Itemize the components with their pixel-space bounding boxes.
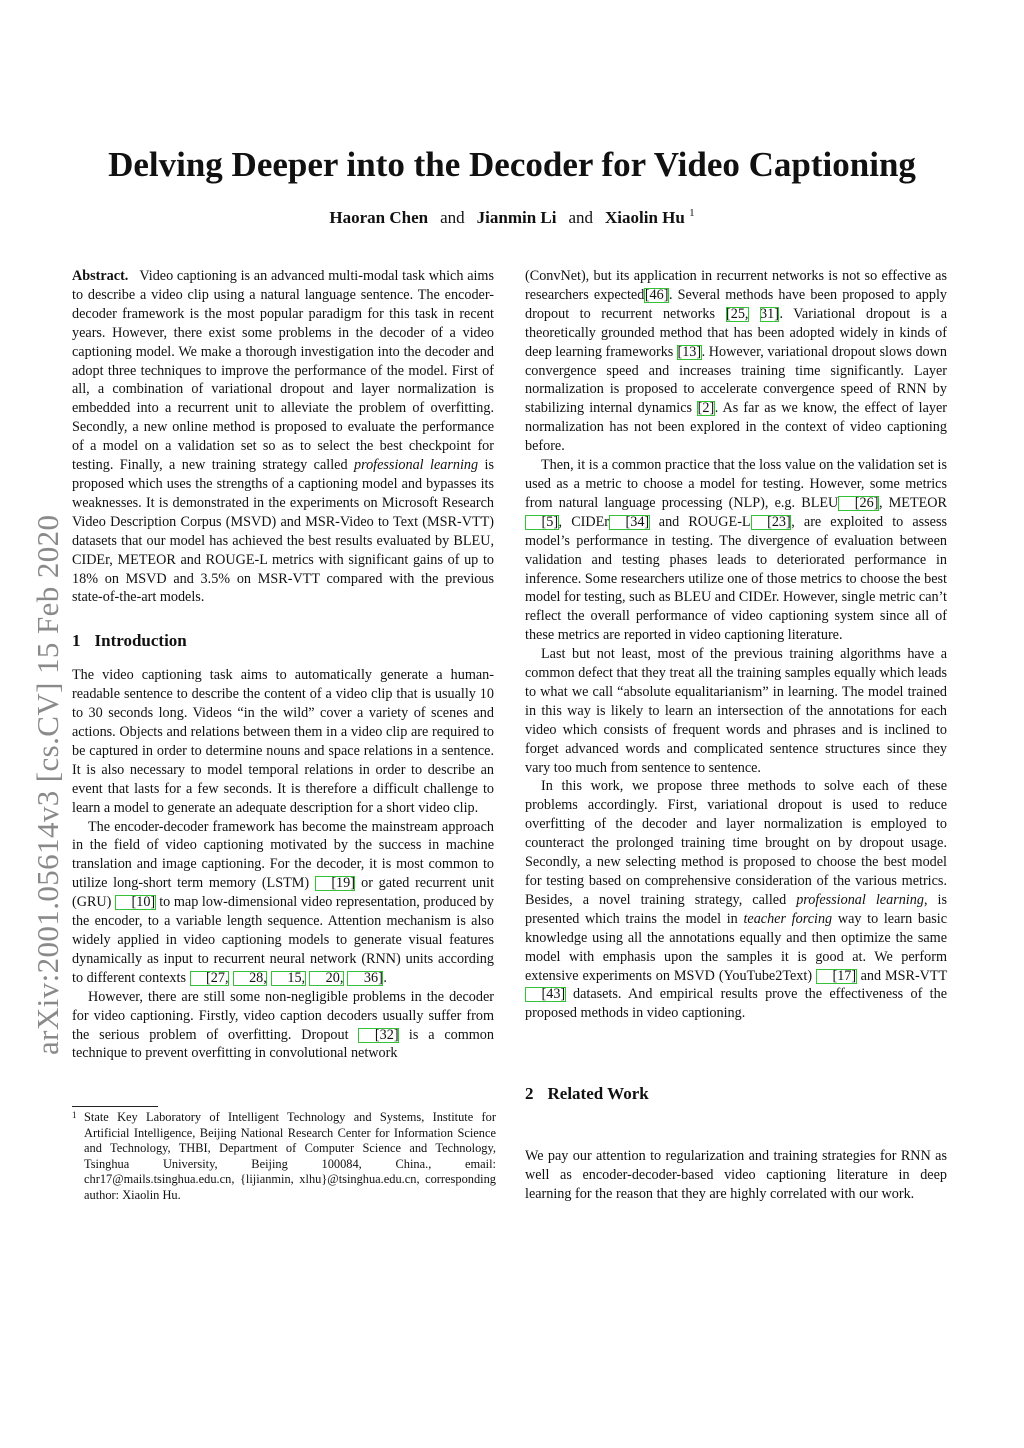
section-heading-introduction: [72, 630, 494, 652]
paragraph-text: In this work, we propose three methods to solve each of these problems accordingly. First, variational dropout is used to reduce overfitting of the decoder and layer normalization is employed to counteract the prolonged training time brought on by dropout usage. Secondly, a new selecting method is proposed to choose the best model for testing based on comprehensive consideration of the various metrics. Besides, a novel training strategy, called: [525, 778, 947, 908]
section-title: Related Work: [547, 1084, 649, 1104]
citation-link[interactable]: [17]: [816, 969, 857, 984]
section-number: 2: [525, 1084, 534, 1104]
citation-link[interactable]: [23]: [751, 515, 792, 530]
paragraph-text: is a common technique to prevent overfitting in convolutional network: [72, 1026, 494, 1062]
paragraph-text: (ConvNet), but its application in recurrent networks is not so effective as researchers expected: [525, 268, 947, 303]
paragraph-text: .: [383, 969, 387, 986]
right-paragraph-3: Last but not least, most of the previous training algorithms have a common defect that they treat all the training samples equally which leads to what we call “absolute equalitarianism” in learning. The model trained in this way is likely to learn an intersection of the annotations for each video which consists of frequent words and phrases and is inclined to forget advanced words and complicated sentence structures since they vary too much from sentence to sentence.: [525, 646, 947, 776]
citation-link[interactable]: 28,: [233, 971, 268, 986]
related-work-paragraph-1: We pay our attention to regularization and training strategies for RNN as well as encoder-decoder-based video captioning literature in deep learning for the reason that they are highly correlated with our work.: [525, 1148, 947, 1203]
abstract-label: Abstract.: [72, 268, 129, 284]
paper-title: Delving Deeper into the Decoder for Video Captioning: [108, 145, 916, 184]
footnote-divider: [72, 1106, 158, 1107]
citation-link[interactable]: 31]: [760, 305, 779, 322]
paragraph-text: way to learn basic knowledge using all the annotations equally and then optimize the same model with emphasis upon the samples it is good at. We perform extensive experiments on MSVD (YouTube2Text): [525, 910, 948, 984]
paragraph-text: , are exploited to assess model’s performance in testing. The divergence of evaluation between validation and testing phases leads to deteriorated performance in inference. Some researchers utilize one of those metrics to choose the best model for testing, such as BLEU and CIDEr. However, single metric can’t reflect the overall performance of video captioning system since all of these metrics are reported in video captioning literature.: [525, 513, 948, 644]
citation-link[interactable]: [25,: [726, 305, 749, 322]
citation-link[interactable]: [26]: [838, 496, 879, 511]
section-heading-related-work: [525, 1083, 947, 1105]
right-paragraph-4: [525, 777, 947, 1023]
author-separator: and: [440, 208, 465, 227]
footnote-text: State Key Laboratory of Intelligent Technology and Systems, Institute for Artificial Intelligence, Beijing National Research Center for Information Science and Technology, THBI, Department of Computer Science and Technology, Tsinghua University, Beijing 100084, China., email: chr17@mails.tsinghua.edu.cn, {lijianmin, xlhu}@tsinghua.edu.cn, corresponding author: Xiaolin Hu.: [84, 1110, 496, 1202]
abstract: [72, 267, 494, 607]
abstract-text: Video captioning is an advanced multi-modal task which aims to describe a video clip using a natural language sentence. The encoder-decoder framework is the most popular paradigm for this task in recent years. However, there exist some problems in the decoder of a video captioning model. We make a thorough investigation into the decoder and adopt three techniques to improve the performance of the model. First of all, a combination of variational dropout and layer normalization is embedded into a recurrent unit to alleviate the problem of overfitting. Secondly, a new online method is proposed to evaluate the performance of a model on a validation set so as to select the best checkpoint for testing. Finally, a new training strategy called: [72, 268, 494, 474]
paragraph-text: Then, it is a common practice that the loss value on the validation set is used as a metric to choose a model for testing. However, some metrics from natural language processing (NLP), e.g. BLEU: [525, 457, 947, 511]
paragraph-text: . Variational dropout is a theoretically grounded method that has been adopted widely in kinds of deep learning frameworks: [525, 305, 947, 360]
paragraph-text: . However, variational dropout slows down convergence speed and increases training time significantly. Layer normalization is proposed to accelerate convergence speed of RNN by stabilizing internal dynamics: [525, 343, 947, 417]
citation-link[interactable]: 20,: [309, 971, 344, 986]
paragraph-text: and MSR-VTT: [860, 967, 947, 984]
paragraph-text: . As far as we know, the effect of layer normalization has not been explored in the context of video captioning before.: [525, 400, 947, 455]
right-paragraph-1: [525, 267, 947, 456]
citation-link[interactable]: [27,: [190, 971, 229, 986]
right-paragraph-2: [525, 456, 947, 645]
citation-link[interactable]: [13]: [677, 343, 702, 360]
paragraph-text: , CIDEr: [558, 513, 610, 530]
paragraph-text: datasets. And empirical results prove the effectiveness of the proposed methods in video captioning.: [525, 986, 948, 1022]
citation-link[interactable]: [43]: [525, 987, 566, 1002]
paragraph-text: . Several methods have been proposed to apply dropout to recurrent networks: [525, 286, 947, 322]
author-name: Xiaolin Hu: [605, 208, 685, 227]
citation-link[interactable]: 15,: [271, 971, 306, 986]
arxiv-identifier: arXiv:2001.05614v3 [cs.CV] 15 Feb 2020: [30, 514, 65, 1055]
citation-link[interactable]: 36]: [347, 971, 383, 986]
paragraph-text: , METEOR: [878, 494, 947, 511]
right-column: [525, 267, 947, 1204]
citation-link[interactable]: [10]: [115, 895, 156, 910]
left-column: [72, 267, 494, 1063]
citation-link[interactable]: [2]: [697, 400, 715, 417]
paragraph-emphasis: teacher forcing: [743, 910, 833, 927]
author-line: [0, 206, 1024, 230]
citation-link[interactable]: [46]: [644, 286, 669, 303]
affiliation-mark: 1: [689, 207, 695, 219]
footnote: [72, 1110, 496, 1203]
author-separator: and: [568, 208, 594, 227]
citation-link[interactable]: [34]: [609, 515, 650, 530]
footnote-mark: 1: [72, 1110, 77, 1120]
paragraph-text: or gated recurrent unit (GRU): [72, 875, 495, 911]
paragraph-text: The encoder-decoder framework has become the mainstream approach in the field of video captioning motivated by the success in machine translation and image captioning. For the decoder, it is most common to utilize long-short term memory (LSTM): [72, 818, 494, 892]
abstract-emphasis: professional learning: [353, 457, 479, 474]
citation-link[interactable]: [19]: [315, 876, 356, 891]
section-number: 1: [72, 631, 81, 651]
abstract-text: is proposed which uses the strengths of a captioning model and bypasses its weaknesses. It is demonstrated in the experiments on Microsoft Research Video Description Corpus (MSVD) and MSR-Video to Text (MSR-VTT) datasets that our model has achieved the best results evaluated by BLEU, CIDEr, METEOR and ROUGE-L metrics with significant gains of up to 18% on MSVD and 3.5% on MSR-VTT compared with the previous state-of-the-art models.: [72, 457, 494, 606]
intro-paragraph-2: [72, 818, 494, 988]
citation-link[interactable]: [5]: [525, 515, 559, 530]
intro-paragraph-1: The video captioning task aims to automatically generate a human-readable sentence to describe the content of a video clip that is usually 10 to 30 seconds long. Videos “in the wild” cover a variety of scenes and actions. Objects and relations between them in a video clip are required to be captured in order to determine nouns and space relations in a sentence. It is also necessary to model temporal relations in order to describe an event that lasts for a few seconds. It is therefore a difficult challenge to learn a model to generate an adequate description for a short video clip.: [72, 667, 494, 816]
paragraph-text: , is presented which trains the model in: [525, 891, 947, 927]
author-name: Haoran Chen: [329, 208, 429, 227]
intro-paragraph-3: [72, 988, 494, 1064]
paragraph-text: However, there are still some non-negligible problems in the decoder for video captioning. Firstly, video caption decoders usually suffer from the serious problem of overfitting. Dropout: [72, 988, 494, 1043]
paragraph-text: to map low-dimensional video representation, produced by the encoder, to a variable length sequence. Attention mechanism is also widely applied in video captioning models to generate visual features dynamically as input to recurrent neural network (RNN) units according to different contexts: [72, 894, 494, 986]
author-name: Jianmin Li: [476, 208, 557, 227]
citation-link[interactable]: [32]: [358, 1028, 399, 1043]
section-title: Introduction: [94, 631, 187, 651]
paragraph-emphasis: professional learning: [796, 891, 924, 908]
paragraph-text: and ROUGE-L: [658, 513, 751, 530]
